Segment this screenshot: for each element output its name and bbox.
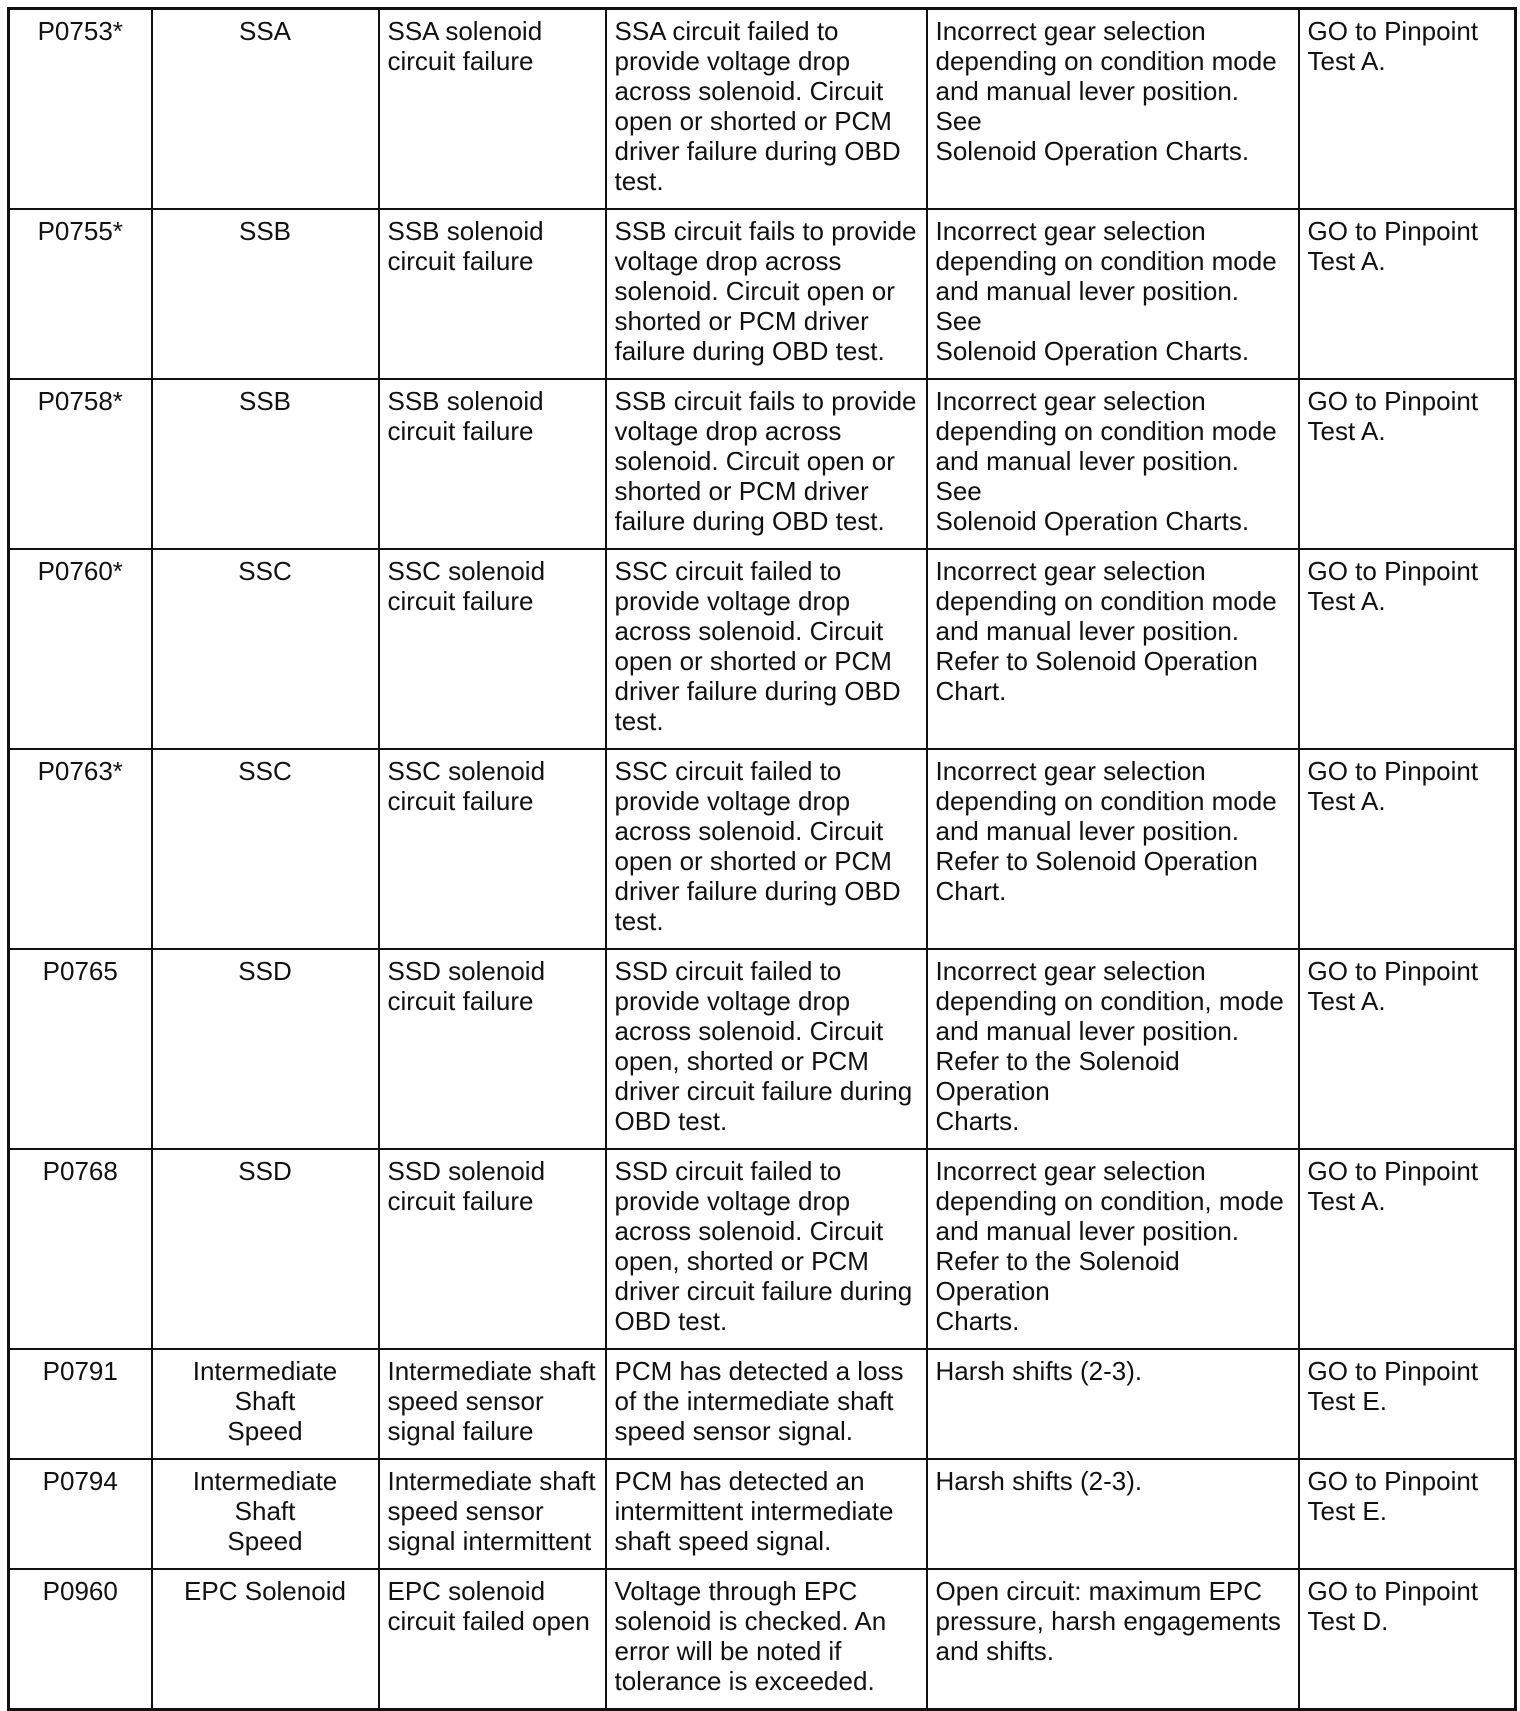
table-row bbox=[9, 209, 1516, 379]
dtc-action: GO to Pinpoint Test A. bbox=[1299, 549, 1516, 749]
dtc-source: Intermediate Shaft Speed bbox=[152, 1349, 379, 1459]
dtc-description: Intermediate shaft speed sensor signal intermittent bbox=[379, 1459, 606, 1569]
dtc-action: GO to Pinpoint Test A. bbox=[1299, 209, 1516, 379]
dtc-action: GO to Pinpoint Test A. bbox=[1299, 9, 1516, 210]
dtc-description: SSC solenoid circuit failure bbox=[379, 549, 606, 749]
dtc-description: SSB solenoid circuit failure bbox=[379, 379, 606, 549]
dtc-source: Intermediate Shaft Speed bbox=[152, 1459, 379, 1569]
dtc-description: SSA solenoid circuit failure bbox=[379, 9, 606, 210]
dtc-symptom: Incorrect gear selection depending on condition mode and manual lever position. See Solenoid Operation Charts. bbox=[927, 9, 1299, 210]
dtc-symptom: Harsh shifts (2-3). bbox=[927, 1349, 1299, 1459]
table-row bbox=[9, 549, 1516, 749]
dtc-condition: SSB circuit fails to provide voltage drop across solenoid. Circuit open or shorted or PCM driver failure during OBD test. bbox=[606, 379, 927, 549]
dtc-code: P0768 bbox=[9, 1149, 152, 1349]
dtc-condition: SSD circuit failed to provide voltage drop across solenoid. Circuit open, shorted or PCM driver circuit failure during OBD test. bbox=[606, 949, 927, 1149]
dtc-condition: SSB circuit fails to provide voltage drop across solenoid. Circuit open or shorted or PCM driver failure during OBD test. bbox=[606, 209, 927, 379]
table-row bbox=[9, 1459, 1516, 1569]
dtc-table bbox=[7, 7, 1517, 1711]
dtc-condition: SSA circuit failed to provide voltage drop across solenoid. Circuit open or shorted or PCM driver failure during OBD test. bbox=[606, 9, 927, 210]
table-row bbox=[9, 9, 1516, 210]
dtc-symptom: Incorrect gear selection depending on condition mode and manual lever position. See Solenoid Operation Charts. bbox=[927, 209, 1299, 379]
table-row bbox=[9, 1149, 1516, 1349]
dtc-symptom: Incorrect gear selection depending on condition mode and manual lever position. Refer to Solenoid Operation Chart. bbox=[927, 549, 1299, 749]
dtc-code: P0765 bbox=[9, 949, 152, 1149]
dtc-action: GO to Pinpoint Test A. bbox=[1299, 949, 1516, 1149]
dtc-source: SSC bbox=[152, 749, 379, 949]
dtc-code: P0755* bbox=[9, 209, 152, 379]
dtc-symptom: Open circuit: maximum EPC pressure, harsh engagements and shifts. bbox=[927, 1569, 1299, 1710]
dtc-action: GO to Pinpoint Test A. bbox=[1299, 379, 1516, 549]
dtc-code: P0758* bbox=[9, 379, 152, 549]
dtc-action: GO to Pinpoint Test E. bbox=[1299, 1349, 1516, 1459]
dtc-action: GO to Pinpoint Test A. bbox=[1299, 1149, 1516, 1349]
dtc-code: P0791 bbox=[9, 1349, 152, 1459]
dtc-symptom: Incorrect gear selection depending on condition mode and manual lever position. See Solenoid Operation Charts. bbox=[927, 379, 1299, 549]
dtc-code: P0960 bbox=[9, 1569, 152, 1710]
dtc-condition: Voltage through EPC solenoid is checked. An error will be noted if tolerance is exceeded. bbox=[606, 1569, 927, 1710]
dtc-source: SSC bbox=[152, 549, 379, 749]
dtc-condition: PCM has detected a loss of the intermediate shaft speed sensor signal. bbox=[606, 1349, 927, 1459]
table-row bbox=[9, 379, 1516, 549]
dtc-condition: SSC circuit failed to provide voltage drop across solenoid. Circuit open or shorted or PCM driver failure during OBD test. bbox=[606, 549, 927, 749]
dtc-condition: SSD circuit failed to provide voltage drop across solenoid. Circuit open, shorted or PCM driver circuit failure during OBD test. bbox=[606, 1149, 927, 1349]
dtc-symptom: Incorrect gear selection depending on condition mode and manual lever position. Refer to Solenoid Operation Chart. bbox=[927, 749, 1299, 949]
dtc-code: P0753* bbox=[9, 9, 152, 210]
dtc-description: SSB solenoid circuit failure bbox=[379, 209, 606, 379]
dtc-source: SSB bbox=[152, 209, 379, 379]
dtc-description: Intermediate shaft speed sensor signal failure bbox=[379, 1349, 606, 1459]
dtc-code: P0760* bbox=[9, 549, 152, 749]
table-row bbox=[9, 749, 1516, 949]
dtc-symptom: Incorrect gear selection depending on condition, mode and manual lever position. Refer to the Solenoid Operation Charts. bbox=[927, 949, 1299, 1149]
dtc-code: P0763* bbox=[9, 749, 152, 949]
table-row bbox=[9, 949, 1516, 1149]
table-row bbox=[9, 1569, 1516, 1710]
dtc-description: SSD solenoid circuit failure bbox=[379, 1149, 606, 1349]
dtc-source: SSB bbox=[152, 379, 379, 549]
dtc-source: SSA bbox=[152, 9, 379, 210]
dtc-symptom: Harsh shifts (2-3). bbox=[927, 1459, 1299, 1569]
dtc-description: SSC solenoid circuit failure bbox=[379, 749, 606, 949]
dtc-action: GO to Pinpoint Test A. bbox=[1299, 749, 1516, 949]
dtc-code: P0794 bbox=[9, 1459, 152, 1569]
dtc-condition: SSC circuit failed to provide voltage drop across solenoid. Circuit open or shorted or PCM driver failure during OBD test. bbox=[606, 749, 927, 949]
dtc-action: GO to Pinpoint Test D. bbox=[1299, 1569, 1516, 1710]
table-row bbox=[9, 1349, 1516, 1459]
dtc-description: SSD solenoid circuit failure bbox=[379, 949, 606, 1149]
dtc-condition: PCM has detected an intermittent intermediate shaft speed signal. bbox=[606, 1459, 927, 1569]
dtc-action: GO to Pinpoint Test E. bbox=[1299, 1459, 1516, 1569]
dtc-symptom: Incorrect gear selection depending on condition, mode and manual lever position. Refer to the Solenoid Operation Charts. bbox=[927, 1149, 1299, 1349]
dtc-source: SSD bbox=[152, 1149, 379, 1349]
dtc-source: SSD bbox=[152, 949, 379, 1149]
dtc-source: EPC Solenoid bbox=[152, 1569, 379, 1710]
dtc-description: EPC solenoid circuit failed open bbox=[379, 1569, 606, 1710]
